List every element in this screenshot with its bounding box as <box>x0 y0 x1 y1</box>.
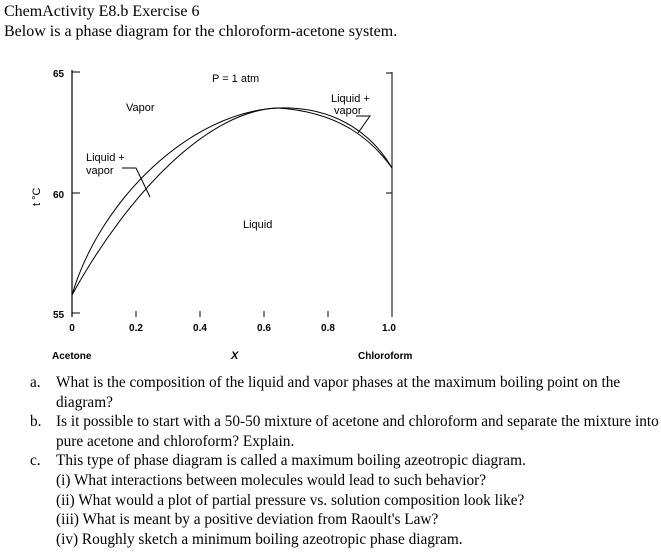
subquestion-i: (i) What interactions between molecules would lead to such behavior? <box>56 471 487 489</box>
region-vapor-label: Vapor <box>126 102 155 114</box>
y-tick-label-65: 65 <box>53 69 65 80</box>
right-lv-label-line2: vapor <box>334 105 362 117</box>
question-b <box>30 412 660 451</box>
x-tick-label-10: 1.0 <box>382 323 396 334</box>
region-liquid-label: Liquid <box>243 219 273 231</box>
exercise-title: ChemActivity E8.b Exercise 6 <box>4 3 200 20</box>
question-a <box>30 373 660 412</box>
question-list <box>30 373 660 549</box>
question-text: Is it possible to start with a 50-50 mixture of acetone and chloroform and separate the mixture into pure acetone and chloroform? Explain. <box>56 413 659 450</box>
subquestion-ii: (ii) What would a plot of partial pressure vs. solution composition look like? <box>56 491 525 509</box>
question-c <box>30 451 660 471</box>
y-tick-label-55: 55 <box>53 310 65 321</box>
x-tick-label-06: 0.6 <box>257 323 271 334</box>
subquestion-iv: (iv) Roughly sketch a minimum boiling azeotropic phase diagram. <box>56 530 463 548</box>
y-tick-label-60: 60 <box>53 190 65 201</box>
left-lv-leader <box>122 168 150 197</box>
right-component-label: Chloroform <box>358 351 413 362</box>
vapor-curve <box>72 108 392 295</box>
question-label: c. <box>30 452 41 470</box>
left-lv-label-line1: Liquid + <box>86 152 125 164</box>
question-label: a. <box>30 374 41 391</box>
question-text: What is the composition of the liquid and vapor phases at the maximum boiling point on the diagram? <box>56 374 621 411</box>
subquestion-iii: (iii) What is meant by a positive deviation from Raoult's Law? <box>56 511 439 529</box>
x-tick-label-02: 0.2 <box>129 323 143 334</box>
y-axis-label: t °C <box>31 187 43 206</box>
question-text: This type of phase diagram is called a maximum boiling azeotropic diagram. <box>56 452 526 470</box>
exercise-subtitle: Below is a phase diagram for the chloroform-acetone system. <box>4 23 398 40</box>
liquid-curve <box>72 108 392 295</box>
pressure-label: P = 1 atm <box>212 73 260 85</box>
x-tick-label-0: 0 <box>69 323 75 334</box>
x-axis-label: X <box>231 350 239 362</box>
x-tick-label-08: 0.8 <box>321 323 335 334</box>
x-tick-label-04: 0.4 <box>193 323 207 334</box>
left-lv-label-line2: vapor <box>86 165 114 177</box>
right-lv-label-line1: Liquid + <box>331 93 370 105</box>
question-label: b. <box>30 413 42 431</box>
left-component-label: Acetone <box>52 351 92 362</box>
